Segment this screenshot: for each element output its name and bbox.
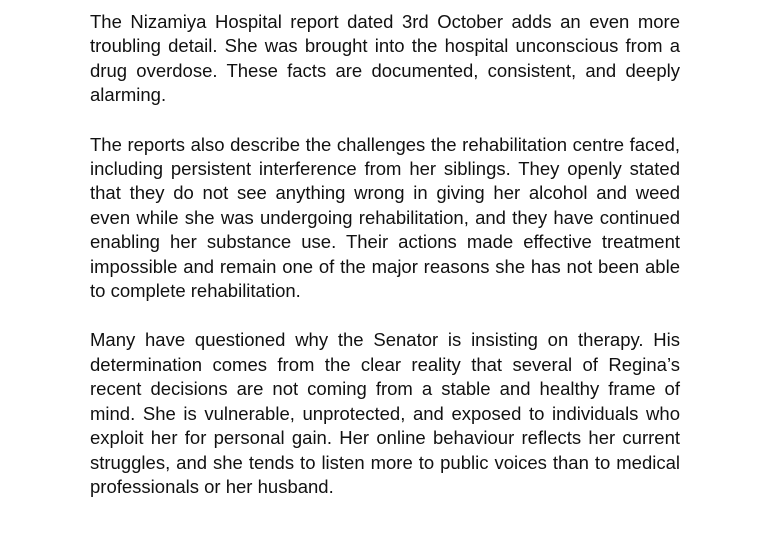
- paragraph-hospital-report: The Nizamiya Hospital report dated 3rd October adds an even more troubling detail. She was brought into the hospital unconscious from a drug overdose. These facts are documented, consistent, and deeply alarming.: [90, 11, 680, 106]
- paragraph-rehabilitation-challenges: The reports also describe the challenges the rehabilitation centre faced, including persistent interference from her siblings. They openly stated that they do not see anything wrong in giving her alcohol and weed even while she was undergoing rehabilitation, and they have continued enabling her substance use. Their actions made effective treatment impossible and remain one of the major reasons she has not been able to complete rehabilitation.: [90, 133, 680, 302]
- paragraph-senator-therapy: Many have questioned why the Senator is insisting on therapy. His determination comes from the clear reality that several of Regina’s recent decisions are not coming from a stable and healthy frame of mind. She is vulnerable, unprotected, and exposed to individuals who exploit her for personal gain. Her online behaviour reflects her current struggles, and she tends to listen more to public voices than to medical professionals or her husband.: [90, 329, 680, 497]
